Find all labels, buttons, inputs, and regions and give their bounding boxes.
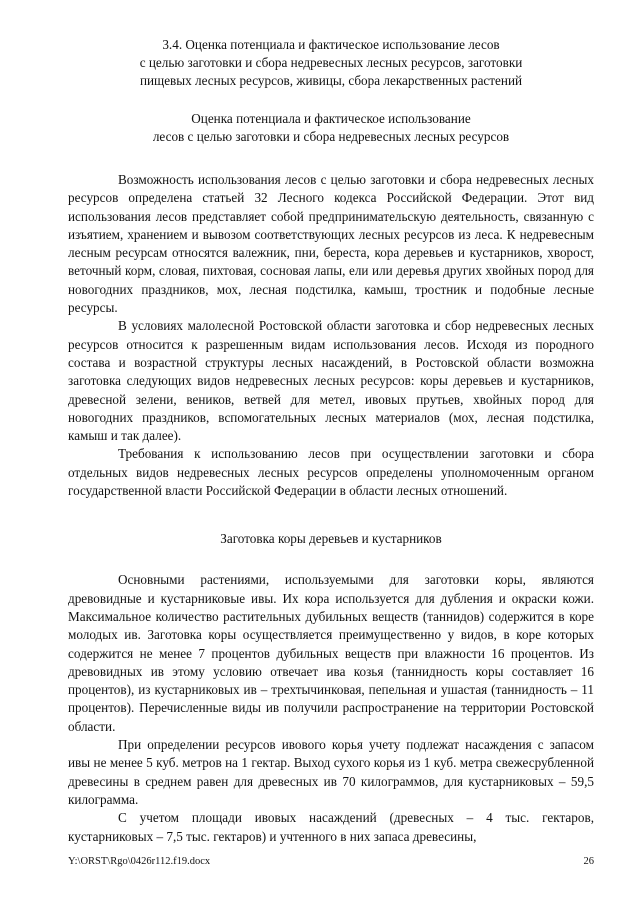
section-heading: Заготовка коры деревьев и кустарников — [220, 531, 442, 547]
paragraph: Требования к использованию лесов при осуществлении заготовки и сбора отдельных видов недревесных лесных ресурсов определены уполномоченным органом государственной власти Российской Федерации в области лесных отношений. — [68, 446, 594, 499]
paragraph: С учетом площади ивовых насаждений (древесных – 4 тыс. гектаров, кустарниковых – 7,5 тыс. гектаров) и учтенного в них запаса древесины, — [68, 810, 594, 844]
main-heading-line: 3.4. Оценка потенциала и фактическое использование лесов — [162, 37, 500, 52]
page-content — [68, 28, 594, 846]
main-heading-line: пищевых лесных ресурсов, живицы, сбора лекарственных растений — [139, 73, 523, 88]
paragraph: В условиях малолесной Ростовской области заготовка и сбор недревесных лесных ресурсов относится к разрешенным видам использования лесов. Исходя из породного состава и возрастной структуры лесных насаждений, в Ростовской области возможна заготовка следующих видов недревесных лесных ресурсов: коры деревьев и кустарников, древесной зелени, веников, ветвей для метел, ивовых прутьев, хвойных пород для новогодних праздников, вспомогательных лесных материалов (мох, лесная подстилка, камыш и так далее). — [68, 318, 594, 444]
main-heading-line: с целью заготовки и сбора недревесных лесных ресурсов, заготовки — [139, 55, 523, 70]
paragraph: При определении ресурсов ивового корья учету подлежат насаждения с запасом ивы не менее 5 куб. метров на 1 гектар. Выход сухого корья из 1 куб. метра свежесрубленной древесины в среднем равен для древесных ив 70 килограммов, для кустарниковых – 59,5 килограмма. — [68, 737, 594, 807]
sub-heading-line: лесов с целью заготовки и сбора недревесных лесных ресурсов — [152, 129, 510, 144]
paragraph: Возможность использования лесов с целью заготовки и сбора недревесных лесных ресурсов определена статьей 32 Лесного кодекса Российской Федерации. Этот вид использования лесов представляет собой предпринимательскую деятельность, связанную с изъятием, хранением и вывозом соответствующих лесных ресурсов из леса. К недревесным лесным ресурсам относятся валежник, пни, береста, кора деревьев и кустарников, хворост, веточный корм, словая, пихтовая, сосновая лапы, ели или деревья других хвойных пород для новогодних праздников, мох, лесная подстилка, камыш, тростник и подобные лесные ресурсы. — [68, 172, 594, 316]
page-number: 26 — [583, 856, 594, 867]
sub-heading — [68, 110, 594, 146]
sub-heading-line: Оценка потенциала и фактическое использование — [191, 111, 471, 126]
paragraph: Основными растениями, используемыми для заготовки коры, являются древовидные и кустарниковые ивы. Их кора используется для дубления и окраски кожи. Максимальное количество растительных дубильных веществ (таннидов) содержится в коре молодых ив. Заготовка коры осуществляется преимущественно у видов, в коре которых содержится не менее 7 процентов дубильных веществ при влажности 16 процентов. Из древовидных ив этому условию отвечает ива козья (таннидность коры составляет 16 процентов), из кустарниковых ив – трехтычинковая, пепельная и ушастая (таннидность – 11 процентов). Перечисленные виды ив получили распространение на территории Ростовской области. — [68, 572, 594, 734]
file-path: Y:\ORST\Rgo\0426r112.f19.docx — [68, 856, 211, 867]
page-footer — [68, 856, 594, 867]
main-heading — [68, 36, 594, 90]
